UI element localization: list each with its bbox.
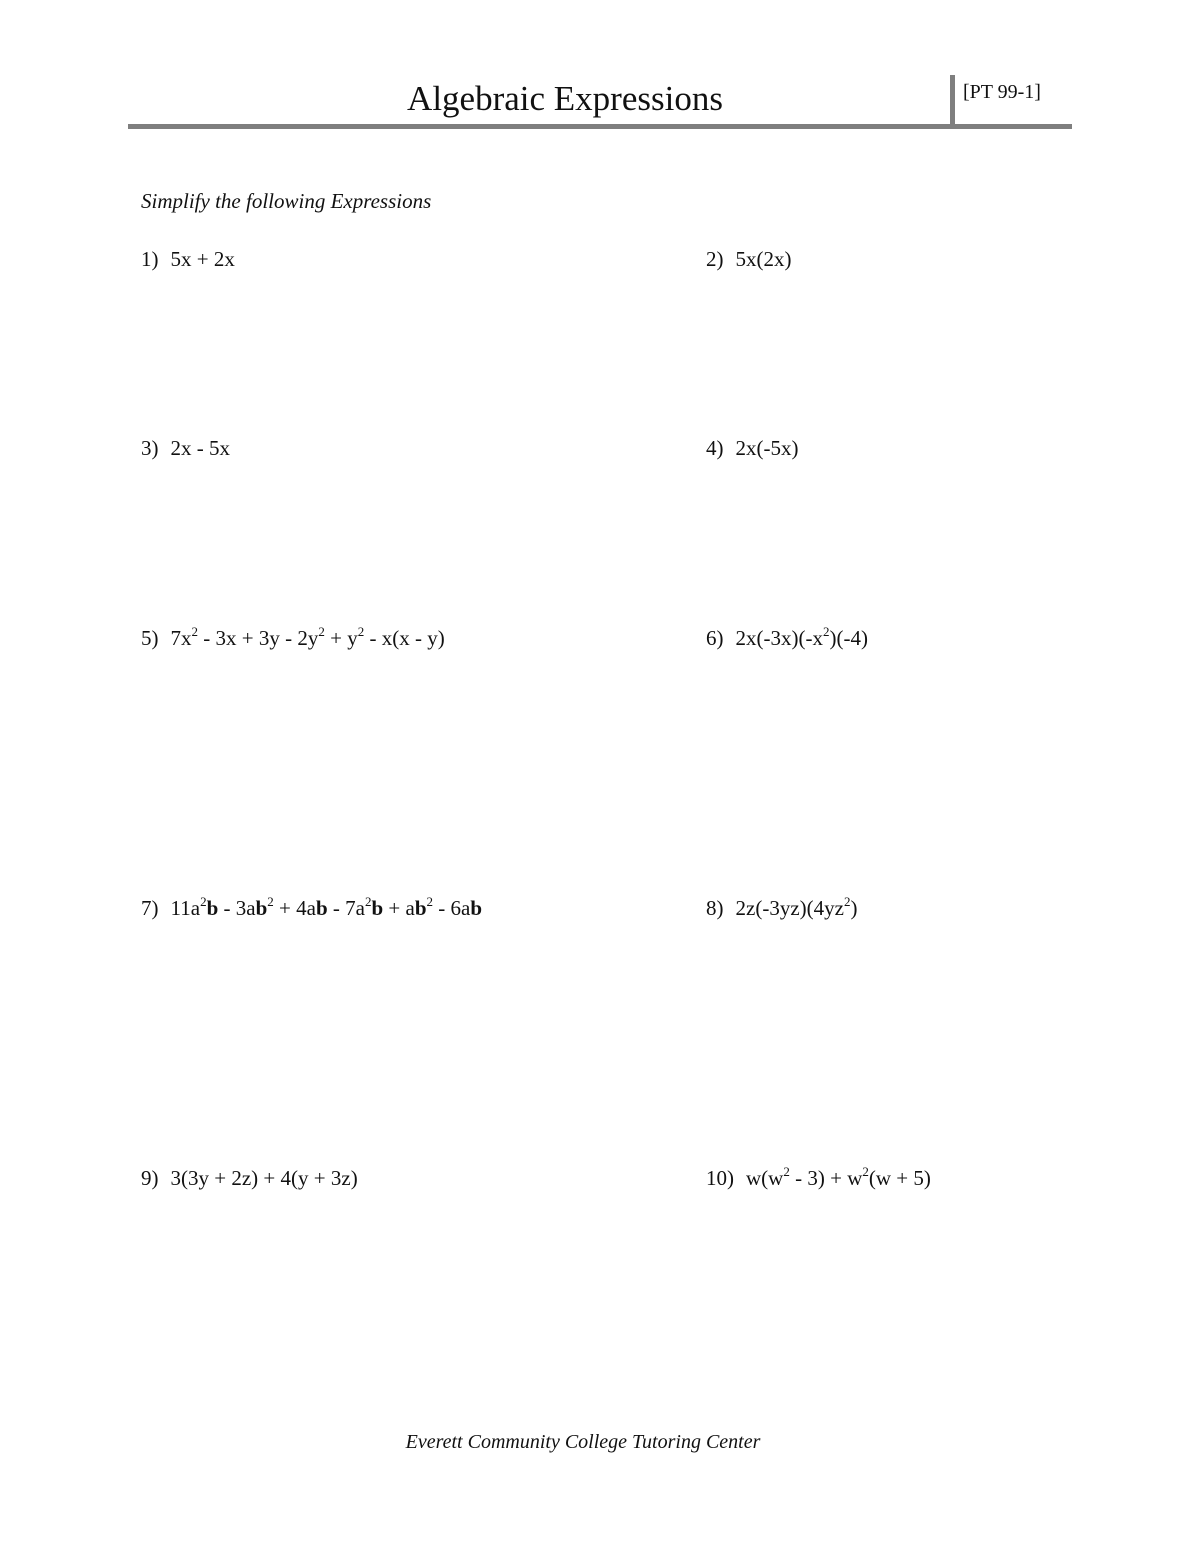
problem-expression: $7x^2 - 3x + 3y - 2y^2 + y^2 - x(x - y)$ (170, 624, 445, 650)
page-title: Algebraic Expressions (407, 79, 723, 118)
problem-number: 6) (706, 626, 724, 650)
document-code: [PT 99-1] (963, 81, 1041, 103)
problem-expression: $w(w^2 - 3) + w^2(w + 5)$ (746, 1164, 931, 1190)
problem-1 (141, 245, 235, 273)
problem-10 (706, 1164, 931, 1195)
problem-expression: $2x(-3x)(-x^2)(-4)$ (735, 624, 868, 650)
problem-number: 2) (706, 247, 724, 271)
problem-expression: 2x(-5x) (735, 436, 799, 460)
problem-number: 8) (706, 896, 724, 920)
problem-number: 3) (141, 436, 159, 460)
problem-2 (706, 245, 792, 273)
problem-8 (706, 894, 857, 925)
footer-credit: Everett Community College Tutoring Center (405, 1431, 761, 1453)
problem-expression: 5x(2x) (735, 247, 792, 271)
problem-expression: $2z(-3yz)(4yz^2)$ (735, 894, 858, 920)
instructions: Simplify the following Expressions (141, 189, 432, 213)
problem-3 (141, 434, 230, 462)
problem-number: 1) (141, 247, 159, 271)
problem-6 (706, 624, 868, 655)
problem-5 (141, 624, 445, 655)
problem-4 (706, 434, 799, 462)
problem-number: 7) (141, 896, 159, 920)
problem-7 (141, 894, 482, 925)
problem-expression: 2x - 5x (170, 436, 230, 460)
problem-number: 9) (141, 1166, 159, 1190)
problem-expression: 3(3y + 2z) + 4(y + 3z) (170, 1166, 358, 1190)
problem-expression: $11a^2b - 3ab^2 + 4ab - 7a^2b + ab^2 - 6ab$ (170, 894, 483, 920)
problem-number: 4) (706, 436, 724, 460)
header-horizontal-rule (128, 124, 1072, 129)
problem-number: 5) (141, 626, 159, 650)
problem-number: 10) (706, 1166, 734, 1190)
problem-9 (141, 1164, 358, 1192)
header-vertical-divider (950, 75, 955, 127)
problem-expression: 5x + 2x (170, 247, 235, 271)
